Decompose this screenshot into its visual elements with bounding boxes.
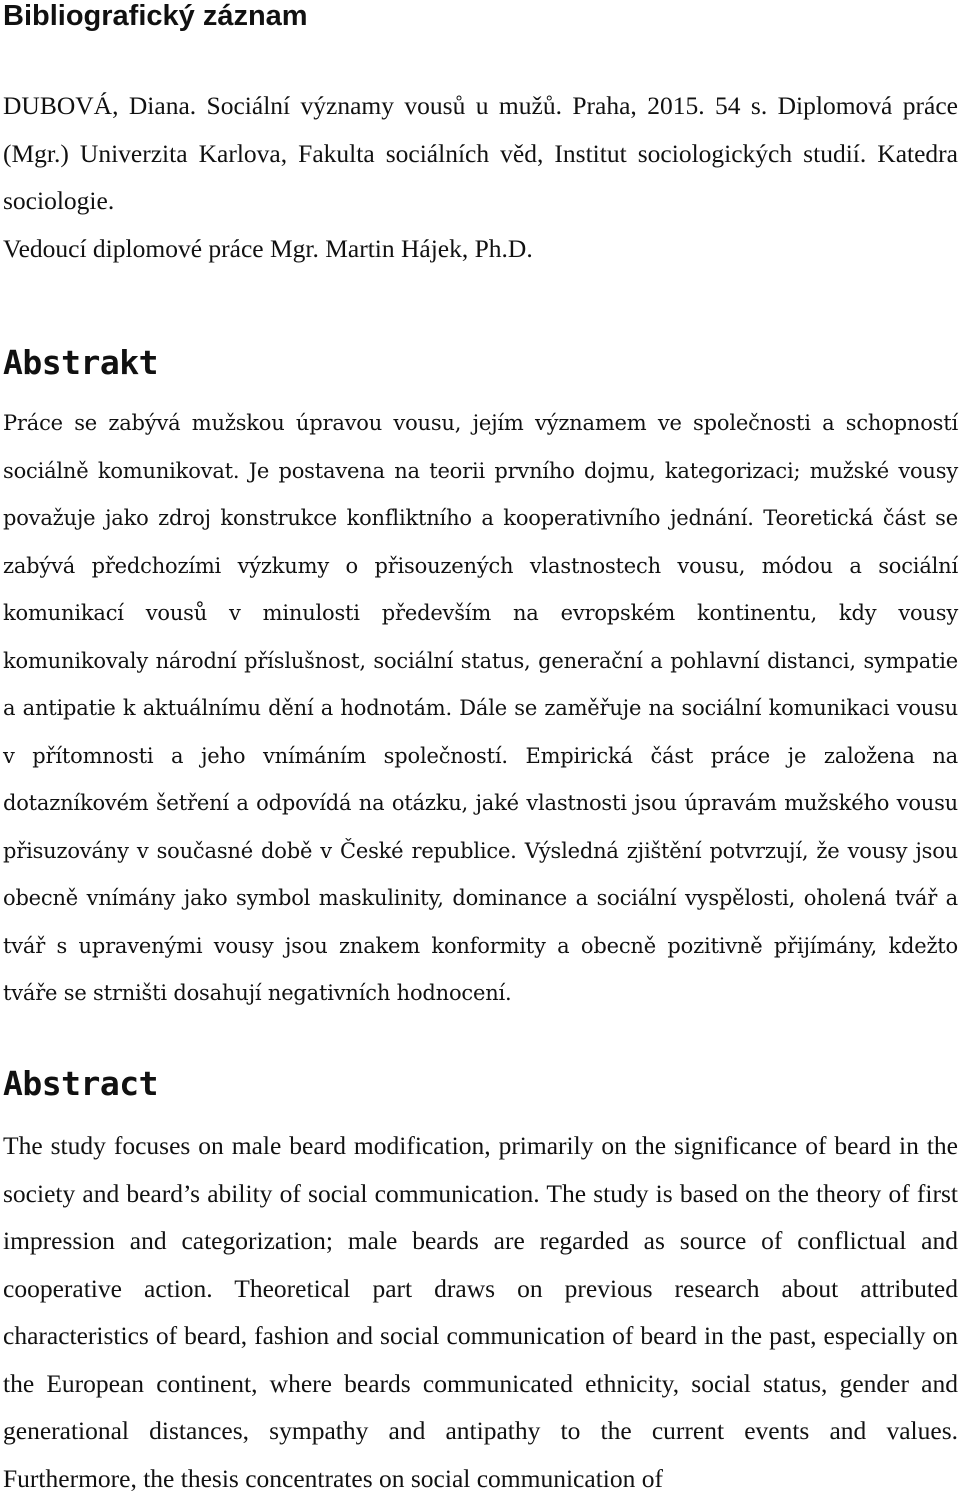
abstract-heading: Abstract: [3, 1064, 158, 1103]
thesis-supervisor: Vedoucí diplomové práce Mgr. Martin Hájek, Ph.D.: [3, 234, 533, 263]
bibliographic-record-heading: Bibliografický záznam: [3, 0, 308, 32]
abstract-paragraph: The study focuses on male beard modification, primarily on the significance of beard in the society and beard’s ability of social communication. The study is based on the theory of first impression and categorization; male beards are regarded as source of conflictual and cooperative action. Theoretical part draws on previous research about attributed characteristics of beard, fashion and social communication of beard in the past, especially on the European continent, where beards communicated ethnicity, social status, gender and generational distances, sympathy and antipathy to the current events and values. Furthermore, the thesis concentrates on social communication of: [3, 1131, 958, 1493]
abstrakt-heading: Abstrakt: [3, 343, 158, 382]
bibliographic-citation: DUBOVÁ, Diana. Sociální významy vousů u mužů. Praha, 2015. 54 s. Diplomová práce (Mgr.) Univerzita Karlova, Fakulta sociálních věd, Institut sociologických studií. Katedra sociologie.: [3, 91, 958, 215]
abstrakt-paragraph: Práce se zabývá mužskou úpravou vousu, jejím významem ve společnosti a schopností sociálně komunikovat. Je postavena na teorii prvního dojmu, kategorizaci; mužské vousy považuje jako zdroj konstrukce konfliktního a kooperativního jednání. Teoretická část se zabývá předchozími výzkumy o přisouzených vlastnostech vousu, módou a sociální komunikací vousů v minulosti především na evropském kontinentu, kdy vousy komunikovaly národní příslušnost, sociální status, generační a pohlavní distanci, sympatie a antipatie k aktuálnímu dění a hodnotám. Dále se zaměřuje na sociální komunikaci vousu v přítomnosti a jeho vnímáním společností. Empirická část práce je založena na dotazníkovém šetření a odpovídá na otázku, jaké vlastnosti jsou úpravám mužského vousu přisuzovány v současné době v České republice. Výsledná zjištění potvrzují, že vousy jsou obecně vnímány jako symbol maskulinity, dominance a sociální vyspělosti, oholená tvář a tvář s upravenými vousy jsou znakem konformity a obecně pozitivně přijímány, kdežto tváře se strništi dosahují negativních hodnocení.: [3, 411, 958, 1005]
